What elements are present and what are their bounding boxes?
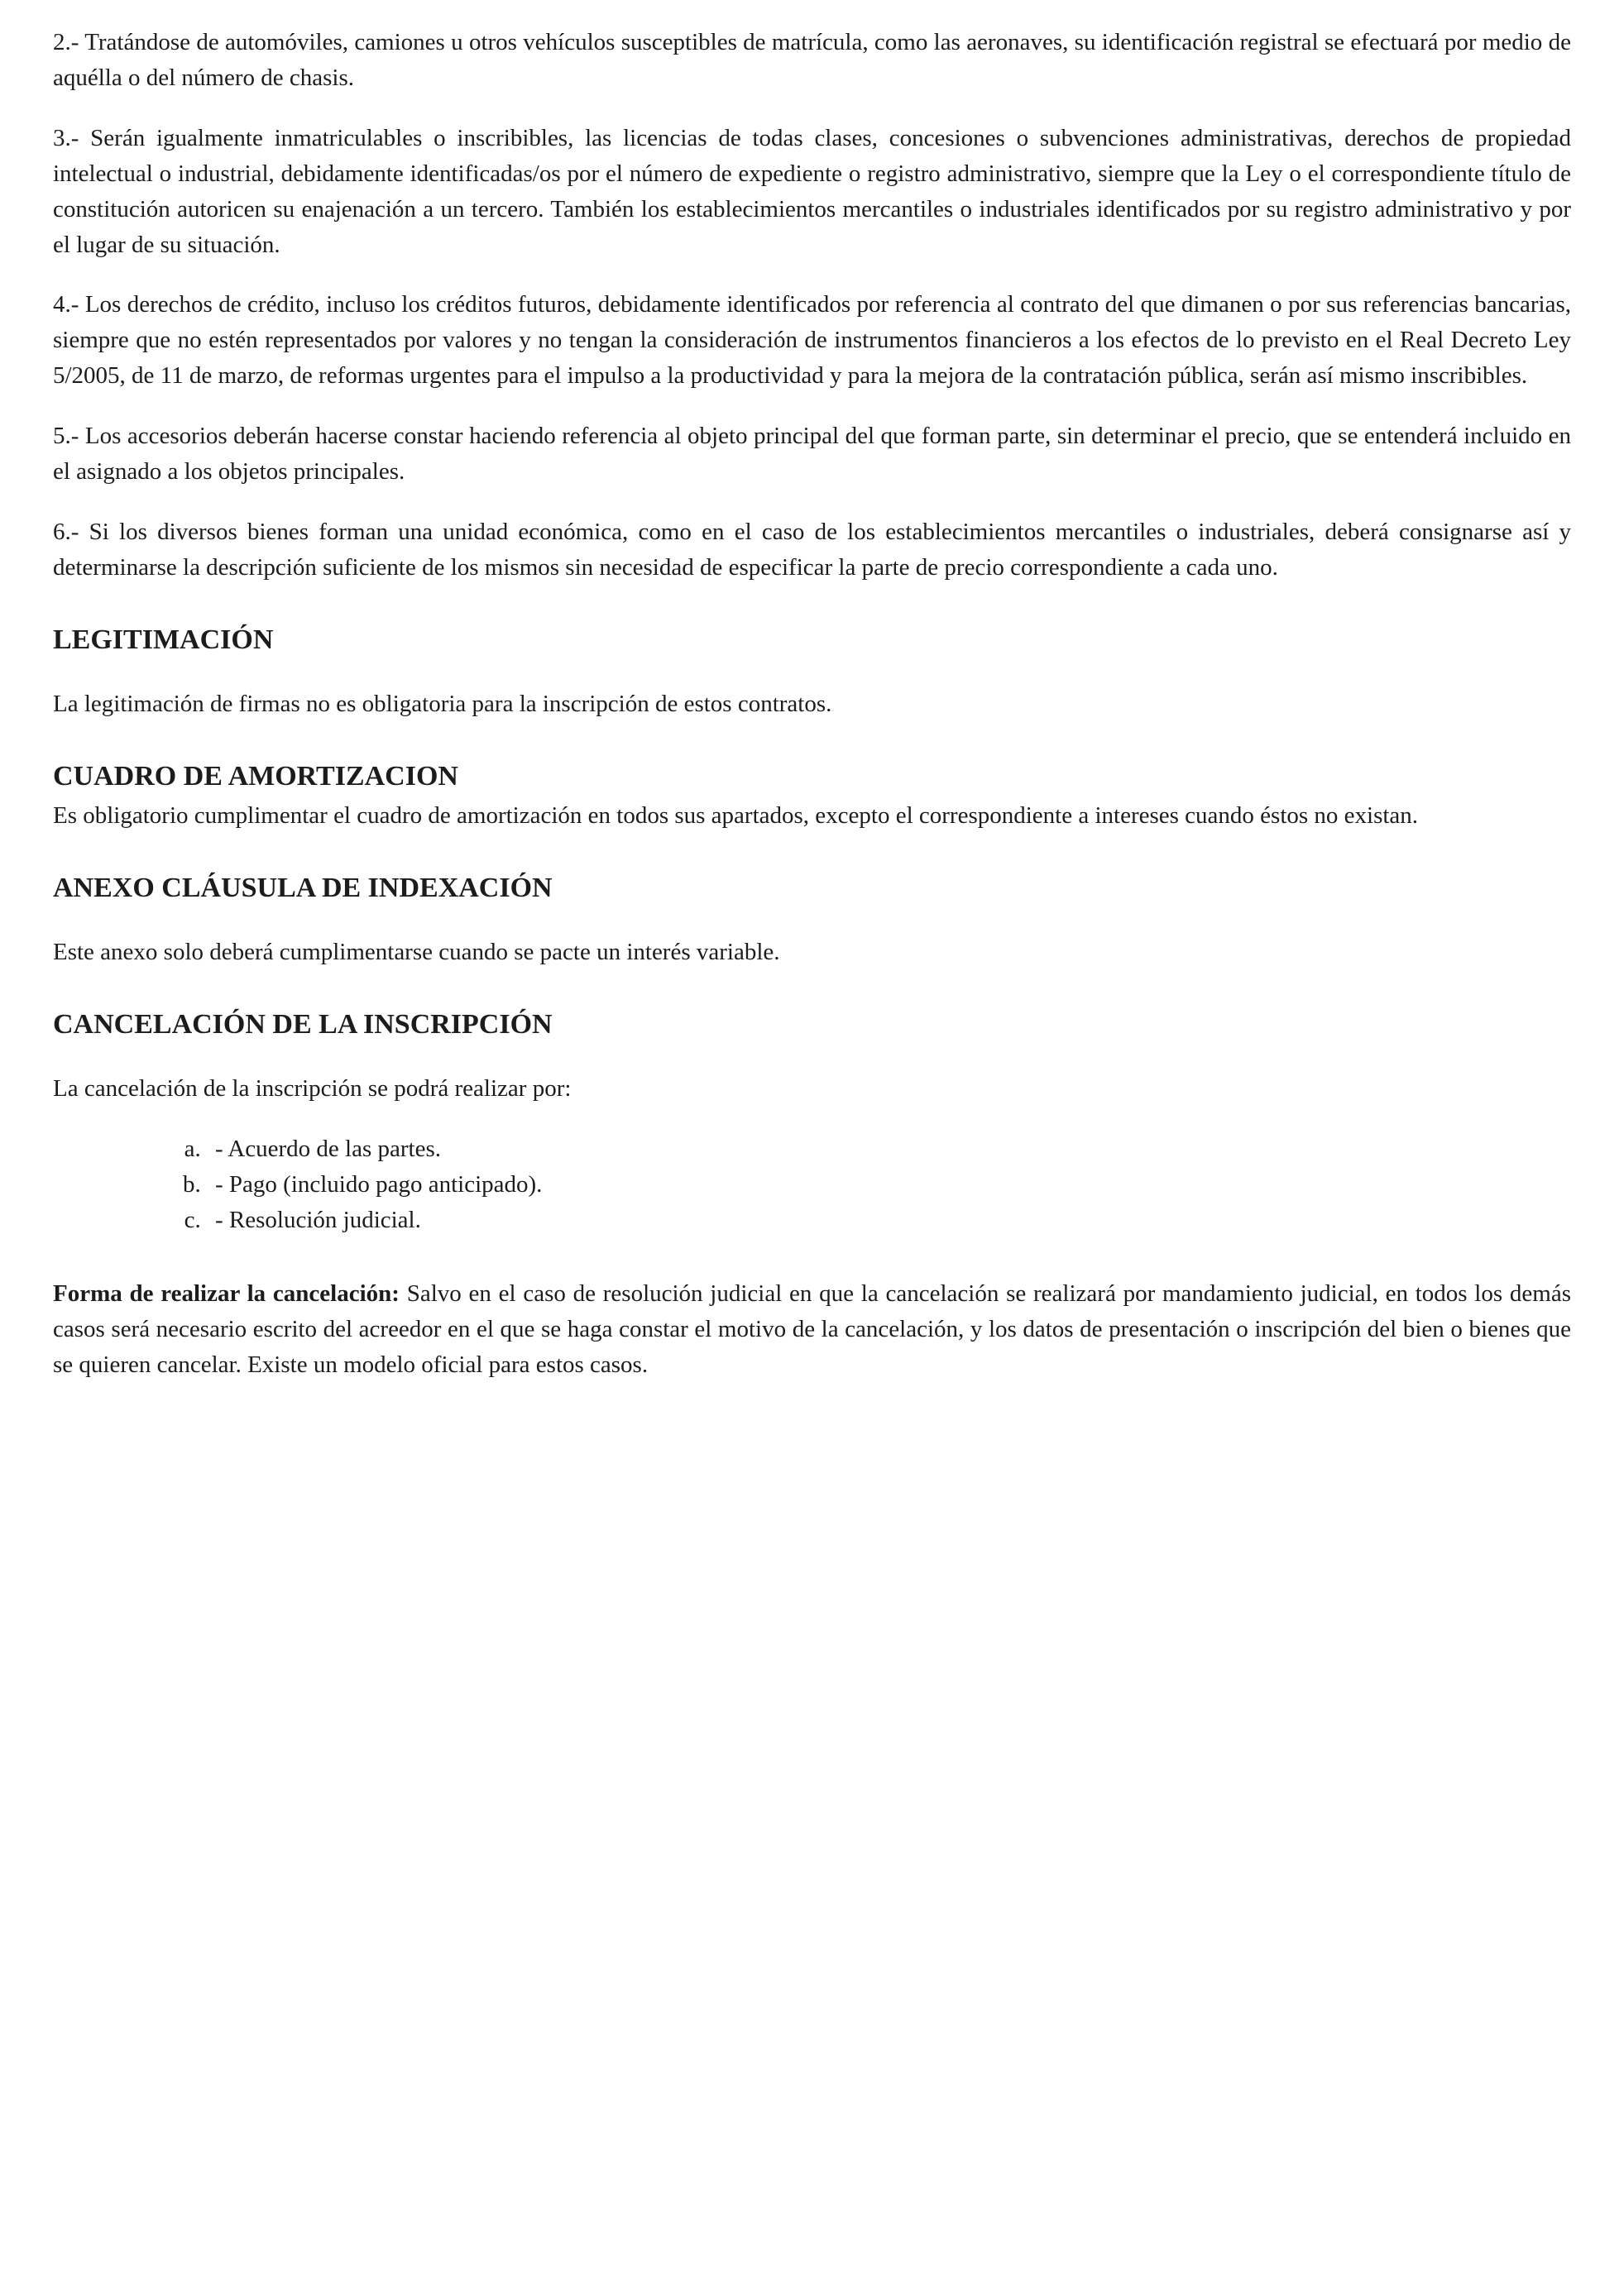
cancellation-options-list — [53, 1131, 1571, 1238]
numbered-paragraph-5: 5.- Los accesorios deberán hacerse constar haciendo referencia al objeto principal del que forman parte, sin determinar el precio, que se entenderá incluido en el asignado a los objetos principales. — [53, 423, 1571, 486]
numbered-paragraph-3: 3.- Serán igualmente inmatriculables o inscribibles, las licencias de todas clases, concesiones o subvenciones administrativas, derechos de propiedad intelectual o industrial, debidamente identificadas/os por el número de expediente o registro administrativo, siempre que la Ley o el correspondiente título de constitución autoricen su enajenación a un tercero. También los establecimientos mercantiles o industriales identificados por su registro administrativo y por el lugar de su situación. — [53, 124, 1571, 258]
list-item-pago: b. - Pago (incluido pago anticipado). — [207, 1167, 1571, 1203]
forma-cancelacion-label: Forma de realizar la cancelación: — [53, 1280, 400, 1307]
numbered-paragraph-6: 6.- Si los diversos bienes forman una unidad económica, como en el caso de los establecimientos mercantiles o industriales, deberá consignarse así y determinarse la descripción suficiente de los mismos sin necesidad de especificar la parte de precio correspondiente a cada uno. — [53, 518, 1571, 581]
numbered-paragraph-2: 2.- Tratándose de automóviles, camiones u otros vehículos susceptibles de matrícula, como las aeronaves, su identificación registral se efectuará por medio de aquélla o del número de chasis. — [53, 29, 1571, 91]
paragraph-legitimacion: La legitimación de firmas no es obligatoria para la inscripción de estos contratos. — [53, 690, 832, 717]
paragraph-cancelacion-intro: La cancelación de la inscripción se podrá realizar por: — [53, 1075, 572, 1103]
list-item-acuerdo: a. - Acuerdo de las partes. — [207, 1131, 1571, 1167]
forma-cancelacion-text: Salvo en el caso de resolución judicial en que la cancelación se realizará por mandamiento judicial, en todos los demás casos será necesario escrito del acreedor en el que se haga constar el motivo de la cancelación, y los datos de presentación o inscripción del bien o bienes que se quieren cancelar. Existe un modelo oficial para estos casos. — [53, 1280, 1572, 1378]
heading-cuadro-amortizacion: CUADRO DE AMORTIZACION — [53, 760, 458, 792]
numbered-paragraph-4: 4.- Los derechos de crédito, incluso los créditos futuros, debidamente identificados por referencia al contrato del que dimanen o por sus referencias bancarias, siempre que no estén representados por valores y no tengan la consideración de instrumentos financieros a los efectos de lo previsto en el Real Decreto Ley 5/2005, de 11 de marzo, de reformas urgentes para el impulso a la productividad y para la mejora de la contratación pública, serán así mismo inscribibles. — [53, 291, 1571, 390]
heading-legitimacion: LEGITIMACIÓN — [53, 624, 274, 655]
paragraph-forma-cancelacion — [53, 1276, 1571, 1383]
list-item-resolucion: c. - Resolución judicial. — [207, 1203, 1571, 1238]
heading-cancelacion: CANCELACIÓN DE LA INSCRIPCIÓN — [53, 1009, 553, 1040]
paragraph-anexo-indexacion: Este anexo solo deberá cumplimentarse cuando se pacte un interés variable. — [53, 939, 780, 966]
heading-anexo-indexacion: ANEXO CLÁUSULA DE INDEXACIÓN — [53, 872, 553, 903]
paragraph-cuadro-amortizacion: Es obligatorio cumplimentar el cuadro de amortización en todos sus apartados, excepto el correspondiente a intereses cuando éstos no existan. — [53, 802, 1419, 830]
